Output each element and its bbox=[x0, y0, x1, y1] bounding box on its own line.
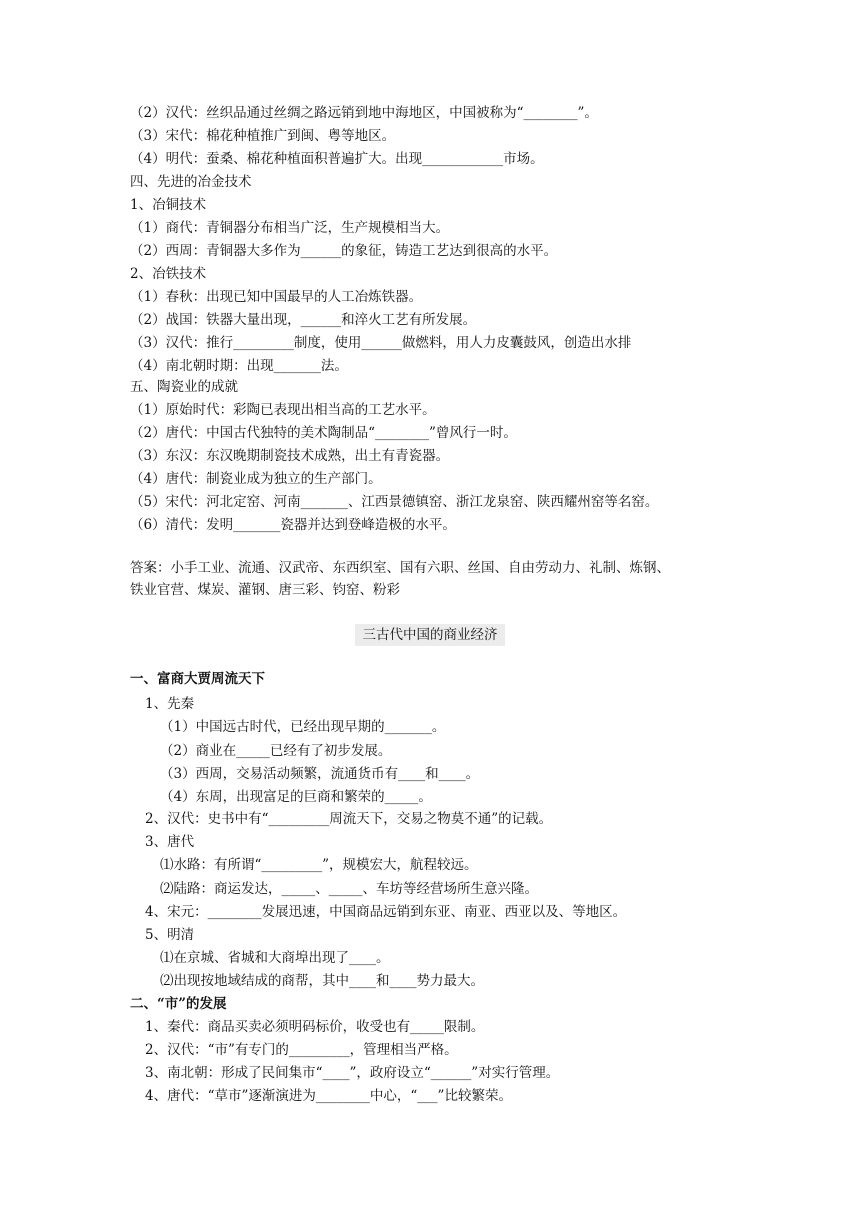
answer-line: 铁业官营、煤炭、灌钢、唐三彩、钧窑、粉彩 bbox=[130, 582, 400, 598]
text-line: 2、汉代：史书中有“_________周流天下，交易之物莫不通”的记载。 bbox=[145, 811, 553, 827]
text-line: （1）中国远古时代，已经出现早期的_______。 bbox=[160, 719, 446, 735]
text-line: ⑴水路：有所谓“_________”，规模宏大，航程较远。 bbox=[160, 857, 478, 873]
text-line: （2）汉代：丝织品通过丝绸之路远销到地中海地区，中国被称为“________”。 bbox=[130, 105, 598, 121]
text-line: （5）宋代：河北定窑、河南_______、江西景德镇窑、浙江龙泉窑、陕西耀州窑等名窑。 bbox=[130, 494, 659, 510]
text-line: （2）战国：铁器大量出现，______和淬火工艺有所发展。 bbox=[130, 312, 477, 328]
text-line: （3）东汉：东汉晚期制瓷技术成熟，出土有青瓷器。 bbox=[130, 448, 450, 464]
subsection-heading: 1、冶铜技术 bbox=[130, 197, 207, 213]
text-line: 3、唐代 bbox=[145, 834, 195, 850]
text-line: ⑵出现按地域结成的商帮，其中____和____势力最大。 bbox=[160, 973, 484, 989]
subsection-heading: 2、冶铁技术 bbox=[130, 266, 207, 282]
text-line: （1）原始时代：彩陶已表现出相当高的工艺水平。 bbox=[130, 402, 436, 418]
text-line: （3）西周，交易活动频繁，流通货币有____和____。 bbox=[160, 766, 480, 782]
text-line: （1）春秋：出现已知中国最早的人工冶炼铁器。 bbox=[130, 289, 423, 305]
text-line: 4、唐代：“草市”逐渐演进为________中心，“___”比较繁荣。 bbox=[145, 1088, 512, 1104]
text-line: 2、汉代：“市”有专门的_________，管理相当严格。 bbox=[145, 1042, 458, 1058]
text-line: （4）唐代：制瓷业成为独立的生产部门。 bbox=[130, 471, 382, 487]
text-line: （4）明代：蚕桑、棉花种植面积普遍扩大。出现____________市场。 bbox=[130, 151, 544, 167]
text-line: （2）商业在_____已经有了初步发展。 bbox=[160, 743, 392, 759]
text-line: （3）宋代：棉花种植推广到闽、粤等地区。 bbox=[130, 128, 396, 144]
section-heading: 五、陶瓷业的成就 bbox=[130, 379, 238, 395]
text-line: ⑴在京城、省城和大商埠出现了____。 bbox=[160, 950, 390, 966]
text-line: 1、先秦 bbox=[145, 696, 195, 712]
section-heading: 一、富商大贾周流天下 bbox=[130, 671, 265, 687]
text-line: 4、宋元：________发展迅速，中国商品远销到东亚、南亚、西亚以及、等地区。 bbox=[145, 904, 627, 920]
section-heading: 二、“市”的发展 bbox=[130, 996, 227, 1012]
answer-line: 答案：小手工业、流通、汉武帝、东西织室、国有六职、丝国、自由劳动力、礼制、炼钢、 bbox=[130, 560, 670, 576]
text-line: 1、秦代：商品买卖必须明码标价，收受也有_____限制。 bbox=[145, 1019, 485, 1035]
section-title: 三古代中国的商业经济 bbox=[355, 624, 505, 646]
section-heading: 四、先进的冶金技术 bbox=[130, 174, 252, 190]
text-line: （2）西周：青铜器大多作为______的象征，铸造工艺达到很高的水平。 bbox=[130, 243, 558, 259]
text-line: （4）南北朝时期：出现_______法。 bbox=[130, 358, 348, 374]
text-line: （3）汉代：推行_________制度，使用______做燃料，用人力皮囊鼓风，创造出水排 bbox=[130, 335, 632, 351]
text-line: ⑵陆路：商运发达，_____、_____、车坊等经营场所生意兴隆。 bbox=[160, 881, 538, 897]
text-line: 5、明清 bbox=[145, 927, 195, 943]
text-line: （4）东周，出现富足的巨商和繁荣的_____。 bbox=[160, 789, 432, 805]
text-line: （2）唐代：中国古代独特的美术陶制品“________”曾风行一时。 bbox=[130, 425, 517, 441]
text-line: （1）商代：青铜器分布相当广泛，生产规模相当大。 bbox=[130, 220, 450, 236]
text-line: 3、南北朝：形成了民间集市“____”，政府设立“______”对实行管理。 bbox=[145, 1065, 560, 1081]
text-line: （6）清代：发明_______瓷器并达到登峰造极的水平。 bbox=[130, 517, 456, 533]
